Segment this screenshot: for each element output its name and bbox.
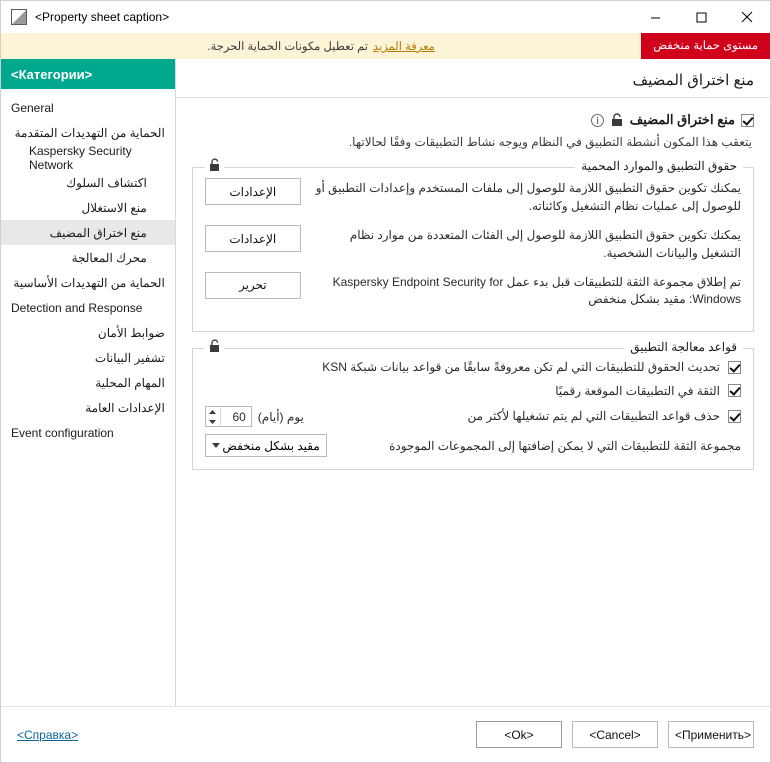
setting-row-os-resources bbox=[205, 225, 741, 262]
info-icon[interactable] bbox=[591, 114, 604, 127]
sidebar-item-security-controls[interactable]: ضوابط الأمان bbox=[97, 325, 165, 340]
setting-text-os-resources: يمكنك تكوين حقوق التطبيق اللازمة للوصول إلى الفئات المتعددة من موارد نظام التشغيل والبيانات الشخصية. bbox=[349, 228, 741, 260]
trust-group-select-value: مقيد بشكل منخفض bbox=[222, 438, 320, 453]
group-application-rights-lock-icon bbox=[205, 158, 224, 175]
app-icon bbox=[11, 9, 27, 25]
group-processing-rules bbox=[192, 339, 754, 471]
status-bar bbox=[1, 33, 770, 59]
sidebar-header: <Категории> bbox=[1, 59, 175, 89]
lock-icon bbox=[610, 113, 624, 127]
check-row-trust-signed-apps bbox=[205, 383, 741, 400]
sidebar-item-data-encryption[interactable]: تشفير البيانات bbox=[94, 350, 165, 365]
ok-button[interactable]: <Ok> bbox=[476, 721, 562, 748]
sidebar-item-local-tasks[interactable]: المهام المحلية bbox=[95, 375, 165, 390]
close-button[interactable] bbox=[724, 1, 770, 33]
trust-group-row bbox=[205, 434, 741, 457]
group-application-rights-legend: حقوق التطبيق والموارد المحمية bbox=[575, 159, 743, 173]
sidebar-item-kaspersky-security-network[interactable]: Kaspersky Security Network bbox=[29, 143, 132, 172]
group-application-rights bbox=[192, 159, 754, 331]
days-spinner[interactable] bbox=[205, 406, 252, 427]
cancel-button[interactable]: <Cancel> bbox=[572, 721, 658, 748]
label-update-rights-ksn: تحديث الحقوق للتطبيقات التي لم تكن معروفةً سابقًا من قواعد بيانات شبكة KSN bbox=[322, 359, 720, 374]
maximize-button[interactable] bbox=[678, 1, 724, 33]
component-description: يتعقب هذا المكون أنشطة التطبيق في النظام ويوجه نشاط التطبيقات وفقًا لحالاتها. bbox=[348, 135, 752, 149]
window-body bbox=[1, 59, 770, 730]
main-content bbox=[176, 98, 770, 470]
days-spinner-down-icon[interactable] bbox=[206, 417, 220, 427]
footer-bar bbox=[1, 706, 770, 762]
sidebar-item-remediation-engine[interactable]: محرك المعالجة bbox=[71, 250, 147, 265]
component-enable-checkbox[interactable] bbox=[741, 114, 754, 127]
component-header-row bbox=[192, 112, 754, 128]
status-message: تم تعطيل مكونات الحماية الحرجة. bbox=[207, 41, 368, 53]
setting-text-startup-trust-group: تم إطلاق مجموعة الثقة للتطبيقات قبل بدء عمل Kaspersky Endpoint Security for Windows: مقيد بشكل منخفض bbox=[332, 274, 741, 307]
sidebar-list bbox=[1, 89, 175, 445]
apply-button[interactable]: <Применить> bbox=[668, 721, 754, 748]
window-controls bbox=[632, 1, 770, 33]
sidebar-item-behavior-detection[interactable]: اكتشاف السلوك bbox=[66, 175, 147, 190]
sidebar-item-host-intrusion-prevention[interactable]: منع اختراق المضيف bbox=[1, 220, 175, 245]
setting-row-startup-trust-group bbox=[205, 272, 741, 309]
main-pane bbox=[176, 59, 770, 730]
page-title: منع اختراق المضيف bbox=[176, 59, 770, 98]
sidebar-item-essential-threat-protection[interactable]: الحماية من التهديدات الأساسية bbox=[13, 275, 165, 290]
protection-level-badge: مستوى حماية منخفض bbox=[641, 33, 770, 59]
checkbox-trust-signed-apps[interactable] bbox=[728, 384, 741, 397]
chevron-down-icon bbox=[212, 443, 220, 448]
label-trust-signed-apps: الثقة في التطبيقات الموقعة رقميًا bbox=[555, 383, 720, 398]
minimize-button[interactable] bbox=[632, 1, 678, 33]
days-units-label: يوم (أيام) bbox=[257, 409, 304, 424]
status-message-area bbox=[1, 39, 641, 53]
settings-button-os-resources[interactable]: الإعدادات bbox=[205, 225, 301, 252]
days-spinner-buttons bbox=[206, 407, 221, 426]
trust-group-select[interactable] bbox=[205, 434, 327, 457]
sidebar-item-detection-and-response[interactable]: Detection and Response bbox=[11, 300, 143, 315]
setting-text-user-files: يمكنك تكوين حقوق التطبيق اللازمة للوصول إلى ملفات المستخدم وإعدادات التطبيق أو للوصول إلى عمليات نظام التشغيل وكائناته. bbox=[315, 181, 741, 213]
days-spinner-group bbox=[205, 406, 304, 427]
days-spinner-up-icon[interactable] bbox=[206, 407, 220, 417]
settings-button-user-files[interactable]: الإعدادات bbox=[205, 178, 301, 205]
days-spinner-value[interactable]: 60 bbox=[232, 409, 246, 424]
check-row-delete-unused-rules bbox=[205, 406, 741, 427]
sidebar-item-exploit-prevention[interactable]: منع الاستغلال bbox=[81, 200, 147, 215]
sidebar-item-event-configuration[interactable]: Event configuration bbox=[11, 425, 114, 440]
sidebar bbox=[1, 59, 176, 730]
component-title: منع اختراق المضيف bbox=[629, 112, 735, 127]
checkbox-delete-unused-rules[interactable] bbox=[728, 410, 741, 423]
label-delete-unused-rules: حذف قواعد التطبيقات التي لم يتم تشغيلها لأكثر من bbox=[467, 409, 720, 424]
check-row-update-rights-ksn bbox=[205, 359, 741, 376]
title-bar bbox=[1, 1, 770, 33]
learn-more-link[interactable]: معرفة المزيد bbox=[372, 41, 435, 53]
footer-buttons bbox=[476, 721, 754, 748]
edit-button-startup-trust-group[interactable]: تحرير bbox=[205, 272, 301, 299]
help-link[interactable]: <Справка> bbox=[17, 727, 79, 742]
sidebar-item-advanced-threat-protection[interactable]: الحماية من التهديدات المتقدمة bbox=[14, 125, 165, 140]
window-title: <Property sheet caption> bbox=[35, 10, 170, 24]
sidebar-item-general[interactable]: General bbox=[11, 100, 54, 115]
setting-row-user-files bbox=[205, 178, 741, 215]
trust-group-label: مجموعة الثقة للتطبيقات التي لا يمكن إضافتها إلى المجموعات الموجودة bbox=[389, 439, 741, 454]
group-processing-rules-legend: قواعد معالجة التطبيق bbox=[624, 340, 743, 354]
group-processing-rules-lock-icon bbox=[205, 339, 224, 356]
sidebar-item-general-settings[interactable]: الإعدادات العامة bbox=[85, 400, 165, 415]
checkbox-update-rights-ksn[interactable] bbox=[728, 361, 741, 374]
